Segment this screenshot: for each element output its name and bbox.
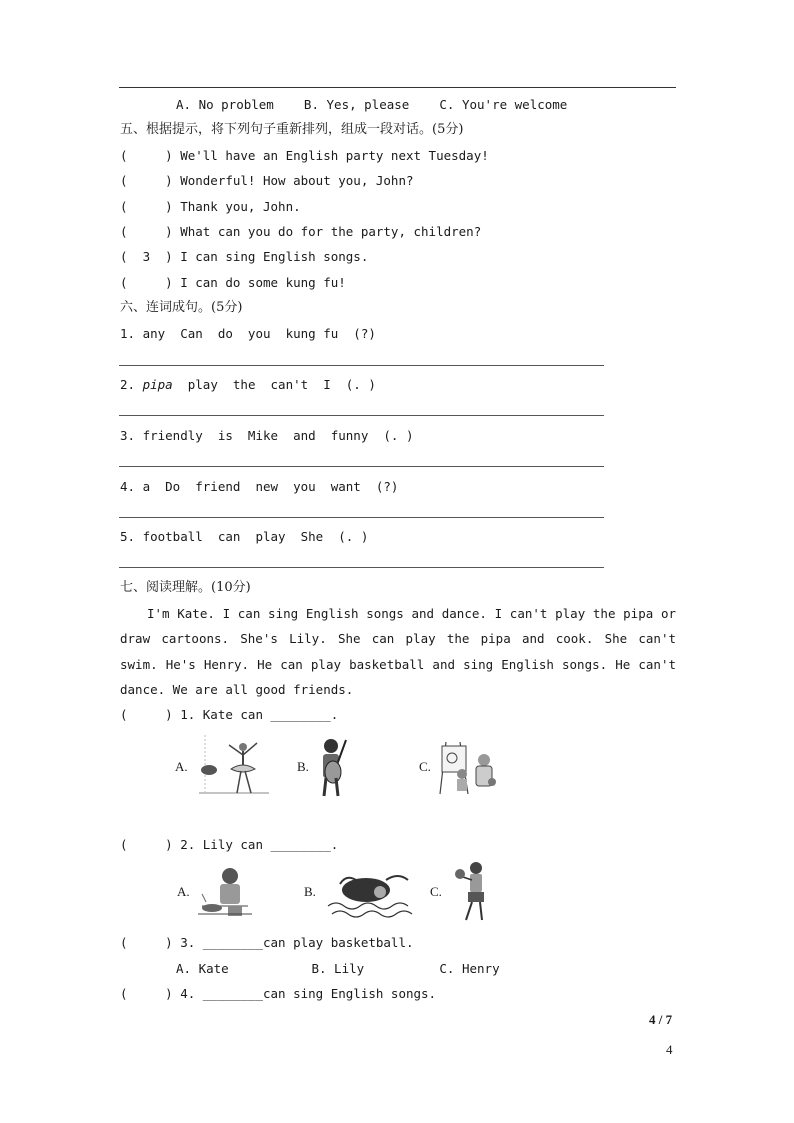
item-number: 2. <box>120 377 143 392</box>
item-words: a Do friend new you want (?) <box>142 479 399 494</box>
dancing-girl-picture[interactable] <box>199 733 271 803</box>
option-c-label: C. <box>430 884 442 899</box>
page-number: 4 <box>666 1042 673 1057</box>
question-3-options: A. Kate B. Lily C. Henry <box>176 961 500 976</box>
question-1: ( ) 1. Kate can ________. <box>120 707 339 722</box>
dialogue-line: ( ) Wonderful! How about you, John? <box>120 173 414 188</box>
girl-with-ball-picture[interactable] <box>454 860 492 926</box>
option-a-label: A. <box>177 884 190 899</box>
section-7-title: 七、阅读理解。(10分) <box>120 580 251 595</box>
answer-line[interactable] <box>119 415 604 416</box>
answer-line[interactable] <box>119 517 604 518</box>
dialogue-line: ( 3 ) I can sing English songs. <box>120 249 369 264</box>
section-6-title: 六、连词成句。(5分) <box>120 300 243 315</box>
sentence-item-2 <box>120 376 376 394</box>
dialogue-line: ( ) What can you do for the party, children? <box>120 224 482 239</box>
answer-line[interactable] <box>119 567 604 568</box>
item-number: 1. <box>120 326 143 341</box>
item-number: 3. <box>120 428 143 443</box>
children-drawing-picture[interactable] <box>438 738 500 800</box>
dialogue-line: ( ) Thank you, John. <box>120 199 301 214</box>
item-number: 5. <box>120 529 143 544</box>
item-italic-word: pipa <box>142 377 173 392</box>
item-words: friendly is Mike and funny (. ) <box>142 428 414 443</box>
option-b-label: B. <box>297 759 309 774</box>
question-4: ( ) 4. ________can sing English songs. <box>120 986 437 1001</box>
sentence-item-4 <box>120 478 398 496</box>
page-of-total: 4 / 7 <box>649 1012 673 1027</box>
answer-line[interactable] <box>119 466 604 467</box>
sentence-item-5 <box>120 528 368 546</box>
dialogue-line: ( ) I can do some kung fu! <box>120 275 346 290</box>
dialogue-line: ( ) We'll have an English party next Tuesday! <box>120 148 489 163</box>
option-c-label: C. <box>419 759 431 774</box>
item-words: play the can't I (. ) <box>172 377 376 392</box>
question-2: ( ) 2. Lily can ________. <box>120 837 339 852</box>
girl-cooking-picture[interactable] <box>198 862 254 924</box>
item-words: football can play She (. ) <box>142 529 369 544</box>
option-a-label: A. <box>175 759 188 774</box>
header-rule <box>119 87 676 88</box>
item-number: 4. <box>120 479 143 494</box>
previous-question-options: A. No problem B. Yes, please C. You're welcome <box>176 97 568 112</box>
option-b-label: B. <box>304 884 316 899</box>
section-5-title: 五、根据提示，将下列句子重新排列，组成一段对话。(5分) <box>120 122 464 137</box>
person-swimming-picture[interactable] <box>326 866 416 924</box>
question-3: ( ) 3. ________can play basketball. <box>120 935 414 950</box>
sentence-item-3 <box>120 427 414 445</box>
reading-passage: I'm Kate. I can sing English songs and dance. I can't play the pipa or draw cartoons. She's Lily. She can play the pipa and cook. She can't swim. He's Henry. He can play basketball and sing English songs. He can't dance. We are all good friends. <box>120 606 676 697</box>
sentence-item-1 <box>120 325 376 343</box>
girl-playing-pipa-picture[interactable] <box>316 736 350 802</box>
answer-line[interactable] <box>119 365 604 366</box>
item-words: any Can do you kung fu (?) <box>142 326 376 341</box>
